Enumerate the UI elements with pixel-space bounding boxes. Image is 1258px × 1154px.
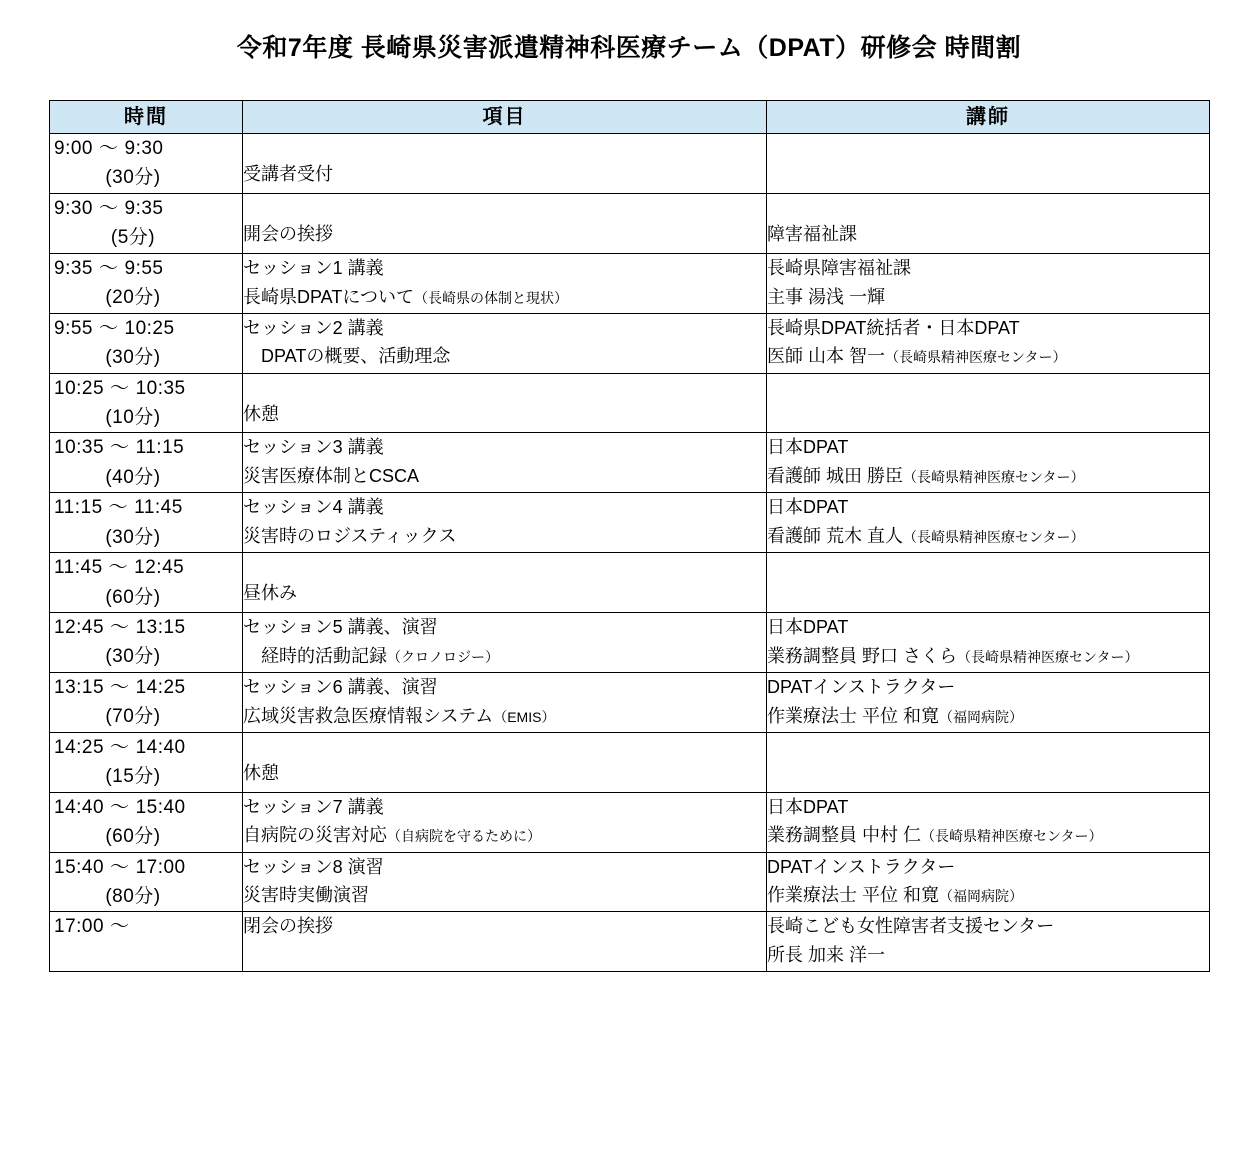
cell-time xyxy=(50,553,243,613)
text-line: セッション2 講義 xyxy=(243,317,384,338)
text-line: 作業療法士 平位 和寛（福岡病院） xyxy=(767,705,1024,726)
cell-item xyxy=(243,732,767,792)
time-separator: ～ xyxy=(110,736,130,758)
table-row xyxy=(50,912,1210,972)
time-duration: (80分) xyxy=(105,885,161,907)
time-duration: (30分) xyxy=(105,646,161,668)
time-start: 9:30 xyxy=(54,197,93,219)
schedule-table-container xyxy=(49,100,1209,972)
cell-time xyxy=(50,852,243,912)
time-start: 10:25 xyxy=(54,377,105,399)
text-line: 所長 加来 洋一 xyxy=(767,945,886,966)
cell-item xyxy=(243,134,767,194)
time-separator: ～ xyxy=(110,796,130,818)
time-start: 9:55 xyxy=(54,317,93,339)
time-separator: ～ xyxy=(110,856,130,878)
text-line: 医師 山本 智一（長崎県精神医療センター） xyxy=(767,346,1067,367)
time-end: 13:15 xyxy=(135,617,186,638)
table-body xyxy=(50,134,1210,972)
text-line: DPATの概要、活動理念 xyxy=(243,346,451,367)
time-range xyxy=(50,374,242,403)
text-line: DPATインストラクター xyxy=(767,856,956,877)
time-range xyxy=(50,673,242,702)
cell-time xyxy=(50,732,243,792)
cell-item xyxy=(243,373,767,433)
time-end: 12:45 xyxy=(134,557,185,579)
table-row xyxy=(50,553,1210,613)
time-end: 14:40 xyxy=(135,736,186,758)
schedule-table xyxy=(49,100,1210,972)
text-line: 経時的活動記録（クロノロジー） xyxy=(243,645,499,666)
time-separator: ～ xyxy=(110,437,130,459)
cell-lecturer xyxy=(767,553,1210,613)
time-range xyxy=(50,254,242,283)
cell-lecturer xyxy=(767,134,1210,194)
cell-item xyxy=(243,912,767,972)
time-start: 14:25 xyxy=(54,736,105,758)
text-line: 自病院の災害対応（自病院を守るために） xyxy=(243,825,541,846)
cell-time xyxy=(50,493,243,553)
time-duration: (40分) xyxy=(105,466,161,488)
cell-time xyxy=(50,134,243,194)
time-range xyxy=(50,553,242,582)
cell-time xyxy=(50,373,243,433)
time-separator: ～ xyxy=(98,138,119,159)
time-start: 14:40 xyxy=(54,796,105,818)
text-line: 作業療法士 平位 和寛（福岡病院） xyxy=(767,885,1024,906)
affiliation-note: （長崎県精神医療センター） xyxy=(903,469,1085,486)
cell-item xyxy=(243,193,767,253)
time-end: 11:45 xyxy=(134,497,183,519)
affiliation-note: （福岡病院） xyxy=(939,888,1024,905)
cell-item xyxy=(243,313,767,373)
text-line: 長崎こども女性障害者支援センター xyxy=(767,916,1055,937)
text-line: 看護師 城田 勝臣（長崎県精神医療センター） xyxy=(767,466,1085,487)
text-line: 災害時のロジスティックス xyxy=(243,526,457,547)
table-row xyxy=(50,134,1210,194)
text-line: セッション6 講義、演習 xyxy=(243,676,438,697)
time-separator: ～ xyxy=(98,257,119,279)
text-line: 休憩 xyxy=(243,403,279,424)
time-duration: (70分) xyxy=(105,706,161,728)
text-line: セッション4 講義 xyxy=(243,497,384,518)
table-header-row xyxy=(50,101,1210,134)
cell-time xyxy=(50,912,243,972)
table-row xyxy=(50,433,1210,493)
table-row xyxy=(50,852,1210,912)
time-end: 9:55 xyxy=(124,257,164,279)
cell-lecturer xyxy=(767,613,1210,673)
cell-lecturer xyxy=(767,852,1210,912)
column-header-lecturer: 講師 xyxy=(767,101,1210,134)
cell-item xyxy=(243,493,767,553)
time-duration: (20分) xyxy=(105,287,161,309)
time-duration: (30分) xyxy=(105,526,161,548)
cell-time xyxy=(50,792,243,852)
text-line: 昼休み xyxy=(243,583,297,604)
cell-lecturer xyxy=(767,493,1210,553)
text-line: 業務調整員 野口 さくら（長崎県精神医療センター） xyxy=(767,645,1139,666)
time-separator: ～ xyxy=(110,916,130,938)
text-line: 日本DPAT xyxy=(767,796,849,817)
cell-time xyxy=(50,613,243,673)
time-range xyxy=(50,853,242,882)
time-range xyxy=(50,613,242,642)
time-separator: ～ xyxy=(110,617,130,638)
text-line: 障害福祉課 xyxy=(767,223,857,244)
time-start: 17:00 xyxy=(54,916,105,938)
text-line: セッション7 講義 xyxy=(243,796,384,817)
time-duration: (15分) xyxy=(105,766,161,788)
time-duration xyxy=(50,942,242,971)
affiliation-note: （長崎県の体制と現状） xyxy=(413,289,568,306)
text-line: 災害時実働演習 xyxy=(243,885,369,906)
time-duration: (5分) xyxy=(110,227,156,249)
time-end: 11:15 xyxy=(135,437,185,459)
cell-lecturer xyxy=(767,253,1210,313)
time-start: 11:15 xyxy=(54,497,103,519)
time-range xyxy=(50,733,242,762)
time-range xyxy=(50,314,242,343)
cell-lecturer xyxy=(767,792,1210,852)
affiliation-note: （長崎県精神医療センター） xyxy=(921,828,1103,845)
time-start: 9:00 xyxy=(54,138,93,159)
cell-lecturer xyxy=(767,193,1210,253)
time-separator: ～ xyxy=(108,497,129,519)
cell-item xyxy=(243,253,767,313)
time-end: 17:00 xyxy=(135,856,186,878)
time-start: 15:40 xyxy=(54,856,105,878)
time-duration: (10分) xyxy=(105,406,161,428)
cell-item xyxy=(243,613,767,673)
affiliation-note: （自病院を守るために） xyxy=(387,828,541,845)
cell-lecturer xyxy=(767,373,1210,433)
time-separator: ～ xyxy=(98,197,119,219)
affiliation-note: （長崎県精神医療センター） xyxy=(957,648,1139,665)
text-line: 日本DPAT xyxy=(767,437,849,458)
cell-lecturer xyxy=(767,313,1210,373)
time-range xyxy=(50,194,242,223)
text-line: 受講者受付 xyxy=(243,164,333,184)
affiliation-note: （クロノロジー） xyxy=(387,648,499,665)
cell-lecturer xyxy=(767,433,1210,493)
column-header-item: 項目 xyxy=(243,101,767,134)
table-row xyxy=(50,732,1210,792)
text-line: 日本DPAT xyxy=(767,617,849,637)
cell-item xyxy=(243,433,767,493)
text-line: 長崎県DPAT統括者・日本DPAT xyxy=(767,317,1020,338)
time-separator: ～ xyxy=(98,317,119,339)
table-row xyxy=(50,313,1210,373)
text-line: セッション3 講義 xyxy=(243,437,384,458)
time-duration: (30分) xyxy=(105,167,161,189)
table-row xyxy=(50,253,1210,313)
table-row xyxy=(50,672,1210,732)
text-line: DPATインストラクター xyxy=(767,676,956,697)
cell-item xyxy=(243,792,767,852)
cell-time xyxy=(50,193,243,253)
table-row xyxy=(50,193,1210,253)
time-start: 10:35 xyxy=(54,437,105,459)
cell-time xyxy=(50,672,243,732)
time-end: 14:25 xyxy=(135,676,186,698)
cell-time xyxy=(50,313,243,373)
cell-item xyxy=(243,672,767,732)
time-duration: (30分) xyxy=(105,347,161,369)
text-line: 長崎県DPATについて（長崎県の体制と現状） xyxy=(243,286,568,307)
table-header xyxy=(50,101,1210,134)
affiliation-note: （福岡病院） xyxy=(939,708,1024,725)
cell-item xyxy=(243,852,767,912)
time-end: 9:35 xyxy=(124,197,164,219)
text-line: 業務調整員 中村 仁（長崎県精神医療センター） xyxy=(767,825,1103,846)
cell-lecturer xyxy=(767,732,1210,792)
affiliation-note: （EMIS） xyxy=(493,708,556,725)
text-line: セッション5 講義、演習 xyxy=(243,617,438,637)
table-row xyxy=(50,792,1210,852)
time-duration: (60分) xyxy=(105,586,161,608)
column-header-time: 時間 xyxy=(50,101,243,134)
text-line: 長崎県障害福祉課 xyxy=(767,257,911,278)
text-line: 閉会の挨拶 xyxy=(243,916,333,937)
cell-item xyxy=(243,553,767,613)
text-line: 広域災害救急医療情報システム（EMIS） xyxy=(243,705,556,726)
affiliation-note: （長崎県精神医療センター） xyxy=(885,349,1067,366)
text-line: 日本DPAT xyxy=(767,497,849,518)
text-line: 災害医療体制とCSCA xyxy=(243,466,420,487)
cell-lecturer xyxy=(767,912,1210,972)
page-title: 令和7年度 長崎県災害派遣精神科医療チーム（DPAT）研修会 時間割 xyxy=(236,34,1022,62)
time-duration: (60分) xyxy=(105,826,161,848)
time-end: 15:40 xyxy=(135,796,186,818)
time-start: 12:45 xyxy=(54,617,105,638)
time-range xyxy=(50,793,242,822)
time-separator: ～ xyxy=(108,557,129,579)
text-line: セッション1 講義 xyxy=(243,257,384,278)
text-line: 看護師 荒木 直人（長崎県精神医療センター） xyxy=(767,526,1085,547)
time-separator: ～ xyxy=(110,377,130,399)
affiliation-note: （長崎県精神医療センター） xyxy=(903,529,1085,546)
cell-lecturer xyxy=(767,672,1210,732)
time-range xyxy=(50,134,242,163)
time-start: 11:45 xyxy=(54,557,103,579)
table-row xyxy=(50,373,1210,433)
time-range xyxy=(50,912,242,941)
table-row xyxy=(50,613,1210,673)
time-start: 9:35 xyxy=(54,257,93,279)
cell-time xyxy=(50,253,243,313)
text-line: セッション8 演習 xyxy=(243,856,384,877)
time-separator: ～ xyxy=(110,676,130,698)
time-range xyxy=(50,433,242,462)
text-line: 休憩 xyxy=(243,762,279,783)
time-end: 9:30 xyxy=(124,138,164,159)
time-end: 10:25 xyxy=(124,317,175,339)
text-line: 主事 湯浅 一輝 xyxy=(767,286,886,307)
time-range xyxy=(50,493,242,522)
table-row xyxy=(50,493,1210,553)
time-start: 13:15 xyxy=(54,676,105,698)
cell-time xyxy=(50,433,243,493)
text-line: 開会の挨拶 xyxy=(243,223,333,244)
time-end: 10:35 xyxy=(135,377,186,399)
